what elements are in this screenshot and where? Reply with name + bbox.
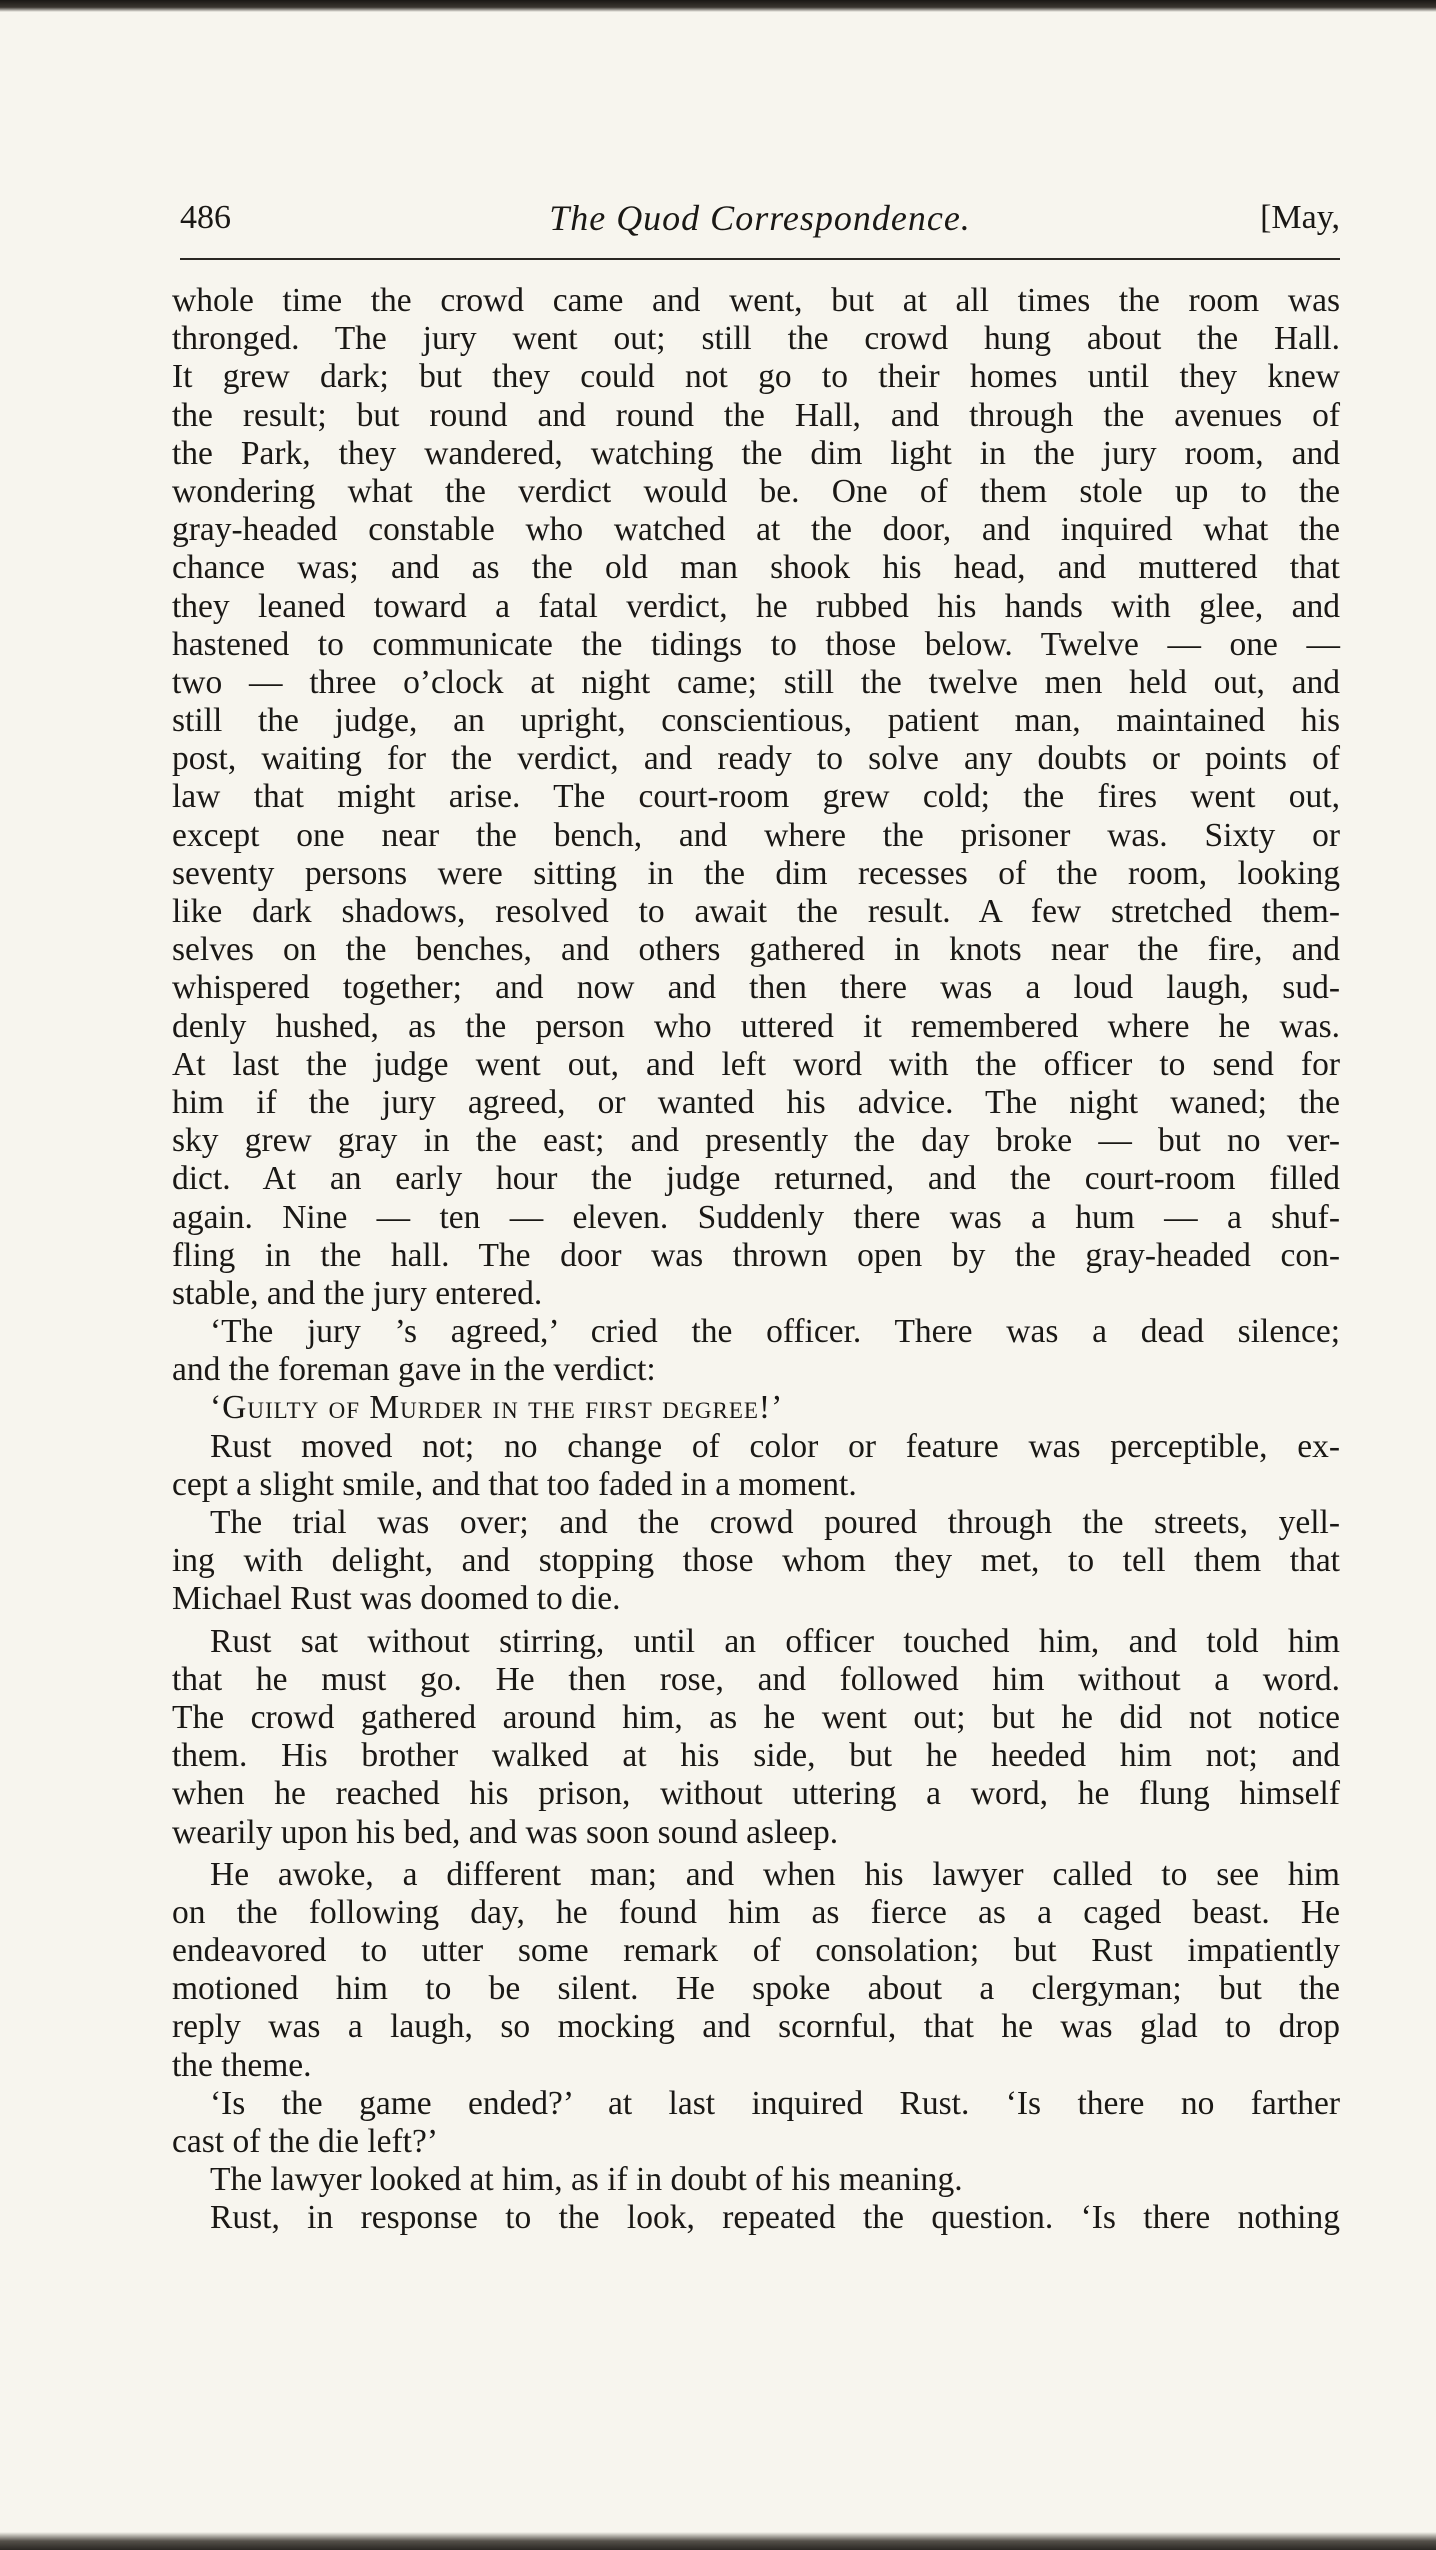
- text-line: thronged. The jury went out; still the crowd hung about the Hall.: [172, 320, 1340, 358]
- text-line: Rust moved not; no change of color or feature was perceptible, ex-: [210, 1427, 1340, 1465]
- text-line: wondering what the verdict would be. One of them stole up to the: [172, 472, 1340, 510]
- text-line: ‘The jury ’s agreed,’ cried the officer. There was a dead silence;: [210, 1313, 1340, 1351]
- text-line: cast of the die left?’: [172, 2123, 439, 2160]
- text-line: Rust sat without stirring, until an officer touched him, and told him: [210, 1622, 1340, 1660]
- page-number: 486: [180, 199, 231, 236]
- text-line: The crowd gathered around him, as he went out; but he did not notice: [172, 1698, 1340, 1736]
- text-line: dict. At an early hour the judge returned, and the court-room filled: [172, 1160, 1340, 1198]
- paragraph-game-ended: [172, 2085, 1340, 2161]
- paragraph-rust-sat: [172, 1623, 1340, 1852]
- text-line: still the judge, an upright, conscientious, patient man, maintained his: [172, 702, 1340, 740]
- header-rule: [180, 258, 1340, 260]
- text-line: stable, and the jury entered.: [172, 1274, 543, 1312]
- text-line: law that might arise. The court-room grew cold; the fires went out,: [172, 778, 1340, 816]
- text-line: Rust, in response to the look, repeated the question. ‘Is there nothing: [210, 2199, 1340, 2237]
- text-line: them. His brother walked at his side, but he heeded him not; and: [172, 1737, 1340, 1775]
- paragraph-continuation: [172, 282, 1340, 1313]
- text-line: and the foreman gave in the verdict:: [172, 1351, 656, 1389]
- text-line: ‘Is the game ended?’ at last inquired Rust. ‘Is there no farther: [210, 2084, 1340, 2122]
- text-line: two — three o’clock at night came; still the twelve men held out, and: [172, 663, 1340, 701]
- text-line: sky grew gray in the east; and presently the day broke — but no ver-: [172, 1122, 1340, 1160]
- paragraph-rust-moved: [172, 1428, 1340, 1504]
- paragraph-trial-over: [172, 1504, 1340, 1619]
- text-line: Michael Rust was doomed to die.: [172, 1580, 621, 1618]
- text-line: At last the judge went out, and left word with the officer to send for: [172, 1045, 1340, 1083]
- text-line: selves on the benches, and others gathered in knots near the fire, and: [172, 931, 1340, 969]
- text-line: denly hushed, as the person who uttered it remembered where he was.: [172, 1007, 1340, 1045]
- text-line: chance was; and as the old man shook his head, and muttered that: [172, 549, 1340, 587]
- paragraph-verdict: [172, 1389, 1340, 1427]
- text-line: wearily upon his bed, and was soon sound asleep.: [172, 1813, 839, 1851]
- text-line: It grew dark; but they could not go to their homes until they knew: [172, 358, 1340, 396]
- text-line: they leaned toward a fatal verdict, he rubbed his hands with glee, and: [172, 587, 1340, 625]
- text-line: endeavored to utter some remark of consolation; but Rust impatiently: [172, 1932, 1340, 1970]
- text-line: gray-headed constable who watched at the door, and inquired what the: [172, 511, 1340, 549]
- page-bottom-edge: [0, 2532, 1436, 2550]
- body-text: [172, 282, 1340, 2238]
- text-line: seventy persons were sitting in the dim recesses of the room, looking: [172, 854, 1340, 892]
- text-line: when he reached his prison, without uttering a word, he flung himself: [172, 1775, 1340, 1813]
- text-line: except one near the bench, and where the prisoner was. Sixty or: [172, 816, 1340, 854]
- text-line: the result; but round and round the Hall, and through the avenues of: [172, 396, 1340, 434]
- text-line: reply was a laugh, so mocking and scornful, that he was glad to drop: [172, 2008, 1340, 2046]
- text-line: The trial was over; and the crowd poured through the streets, yell-: [210, 1504, 1340, 1541]
- text-line: that he must go. He then rose, and followed him without a word.: [172, 1660, 1340, 1698]
- text-line: him if the jury agreed, or wanted his advice. The night waned; the: [172, 1083, 1340, 1121]
- text-line: whole time the crowd came and went, but at all times the room was: [172, 282, 1340, 319]
- text-line: again. Nine — ten — eleven. Suddenly there was a hum — a shuf-: [172, 1198, 1340, 1236]
- text-line: The lawyer looked at him, as if in doubt of his meaning.: [210, 2161, 963, 2199]
- text-line: post, waiting for the verdict, and ready to solve any doubts or points of: [172, 740, 1340, 778]
- text-line: ing with delight, and stopping those whom they met, to tell them that: [172, 1542, 1340, 1580]
- page-top-edge: [0, 0, 1436, 12]
- text-line: whispered together; and now and then there was a loud laugh, sud-: [172, 969, 1340, 1007]
- running-title: The Quod Correspondence.: [549, 198, 971, 238]
- text-line: on the following day, he found him as fierce as a caged beast. He: [172, 1893, 1340, 1931]
- paragraph-rust-response: [172, 2199, 1340, 2237]
- text-line: motioned him to be silent. He spoke about a clergyman; but the: [172, 1970, 1340, 2008]
- text-line: hastened to communicate the tidings to those below. Twelve — one —: [172, 625, 1340, 663]
- paragraph-he-awoke: [172, 1856, 1340, 2085]
- running-head: [180, 190, 1340, 246]
- running-date: [May,: [1260, 199, 1340, 236]
- text-line: like dark shadows, resolved to await the result. A few stretched them-: [172, 893, 1340, 930]
- text-line: the theme.: [172, 2046, 312, 2084]
- text-line: cept a slight smile, and that too faded in a moment.: [172, 1465, 857, 1503]
- paragraph-lawyer-looked: [172, 2161, 1340, 2199]
- text-line: fling in the hall. The door was thrown open by the gray-headed con-: [172, 1236, 1340, 1274]
- verdict-line: ‘Guilty of Murder in the first degree!’: [210, 1389, 784, 1427]
- text-line: He awoke, a different man; and when his lawyer called to see him: [210, 1855, 1340, 1893]
- paragraph-jury-agreed: [172, 1313, 1340, 1389]
- text-line: the Park, they wandered, watching the dim light in the jury room, and: [172, 434, 1340, 472]
